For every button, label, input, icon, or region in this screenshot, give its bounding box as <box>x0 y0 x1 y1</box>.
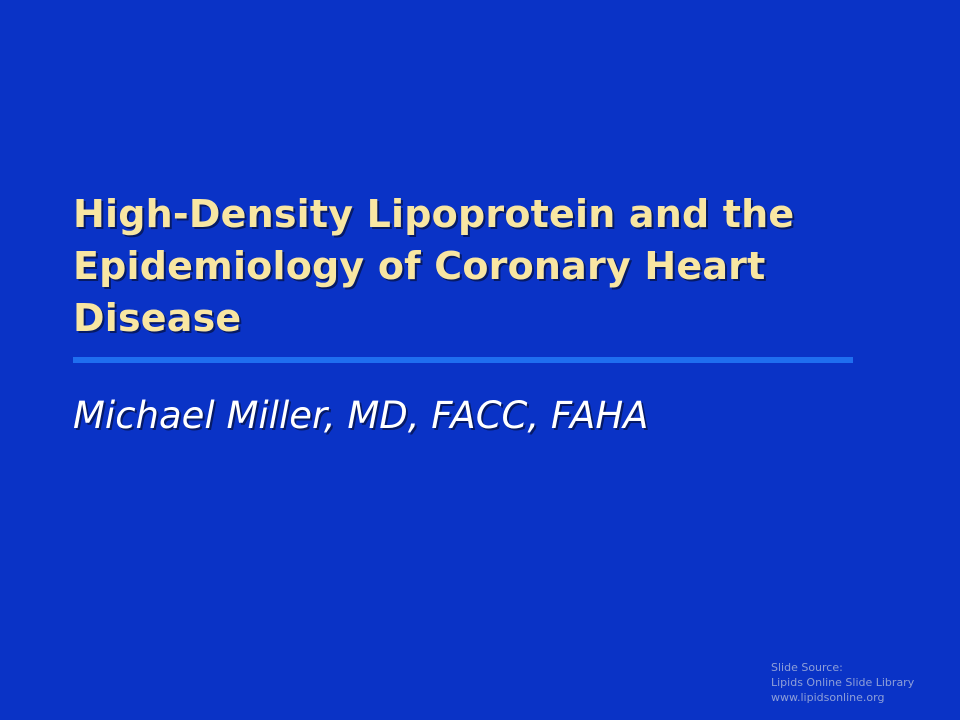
slide-title-line: High-Density Lipoprotein and the <box>73 192 795 236</box>
slide-title-line: Disease <box>73 296 242 340</box>
source-url: www.lipidsonline.org <box>771 691 885 704</box>
source-label: Slide Source: <box>771 661 843 674</box>
slide-title <box>73 188 893 344</box>
slide-source <box>771 660 914 705</box>
source-library: Lipids Online Slide Library <box>771 676 915 689</box>
author-name: Michael Miller, MD, FACC, FAHA <box>73 394 649 437</box>
title-divider <box>73 357 853 363</box>
slide-title-line: Epidemiology of Coronary Heart <box>73 244 766 288</box>
